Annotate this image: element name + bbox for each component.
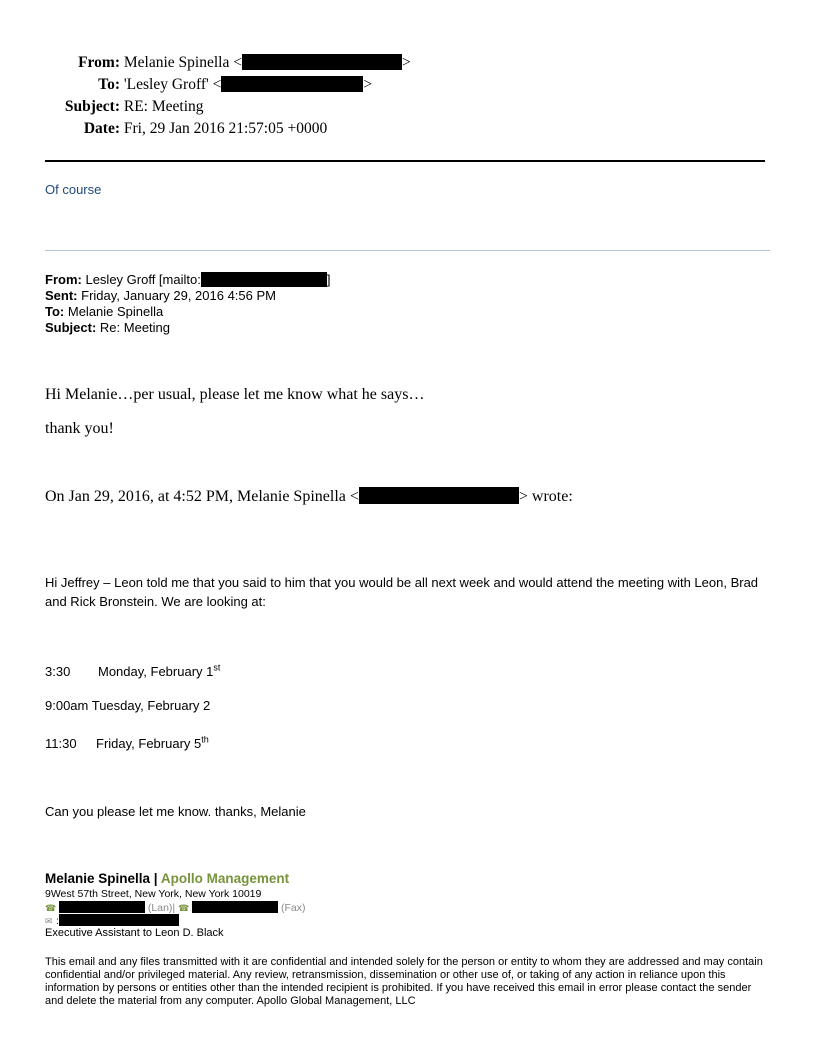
signature-fax-label: (Fax) — [281, 902, 306, 914]
header-from-row — [0, 53, 411, 73]
quoted-to-label: To: — [45, 304, 65, 319]
phone-icon: ☎ — [45, 903, 57, 913]
attribution-prefix: On Jan 29, 2016, at 4:52 PM, Melanie Spinella < — [45, 488, 359, 505]
header-to-value: 'Lesley Groff' < — [123, 76, 222, 93]
quoted-sent-value: Friday, January 29, 2016 4:56 PM — [81, 288, 276, 303]
envelope-icon: ✉ — [45, 916, 53, 926]
header-date-row — [0, 119, 327, 139]
lesley-message-line2: thank you! — [45, 420, 114, 437]
redacted-email — [201, 272, 327, 287]
quoted-from-label: From: — [45, 272, 82, 287]
header-date-label: Date: — [83, 120, 120, 137]
signature-separator: | — [150, 871, 161, 886]
quoted-subject-label: Subject: — [45, 320, 97, 335]
signature-title: Executive Assistant to Leon D. Black — [45, 927, 224, 939]
meeting-option-2: 9:00am Tuesday, February 2 — [45, 698, 211, 713]
melanie-message-intro: Hi Jeffrey – Leon told me that you said to him that you would be all next week and would attend the meeting with Leon, Brad and Rick Bronstein. We are looking at: — [45, 575, 759, 609]
reply-text: Of course — [45, 182, 102, 197]
header-subject-value: RE: Meeting — [123, 98, 204, 115]
header-from-close: > — [401, 54, 411, 71]
meeting-option-1 — [45, 662, 220, 681]
option-1-sup: st — [213, 662, 221, 673]
signature-address: 9West 57th Street, New York, New York 10019 — [45, 888, 262, 900]
signature-name-line — [45, 871, 289, 886]
header-subject-row — [0, 97, 204, 117]
signature-email-prefix: : — [56, 915, 59, 927]
attribution-suffix: > wrote: — [518, 488, 573, 505]
signature-company: Apollo Management — [160, 871, 290, 886]
header-from-label: From: — [78, 54, 120, 71]
attribution-line — [45, 487, 573, 506]
option-3-time: 11:30 — [45, 736, 77, 751]
melanie-message-closing: Can you please let me know. thanks, Melanie — [45, 804, 306, 819]
signature-name: Melanie Spinella — [45, 871, 151, 886]
quoted-sent-label: Sent: — [45, 288, 78, 303]
quoted-subject-row — [45, 320, 170, 336]
redacted-fax — [192, 901, 278, 913]
redacted-email — [359, 487, 519, 504]
meeting-option-3 — [45, 734, 209, 753]
option-3-day: Friday, February 5 — [96, 736, 202, 751]
signature-lan-label: (Lan)| — [147, 902, 176, 914]
quoted-from-row — [45, 272, 330, 288]
quoted-to-row — [45, 304, 163, 320]
quoted-subject-value: Re: Meeting — [99, 320, 171, 335]
redacted-email — [221, 76, 363, 92]
option-3-sup: th — [201, 734, 209, 745]
quoted-from-close: ] — [326, 272, 331, 287]
header-to-row — [0, 75, 372, 95]
option-1-day: Monday, February 1 — [98, 664, 214, 679]
confidentiality-disclaimer: This email and any files transmitted with it are confidential and intended solely for the person or entity to whom they are addressed and may contain confidential and/or privileged material. Any review, retransmission, dissemination or other use of, or taking of any action in reliance upon this information by persons or entities other than the intended recipient is prohibited. If you have received this email in error please contact the sender and delete the material from any computer. Apollo Global Management, LLC — [45, 956, 763, 1007]
header-date-value: Fri, 29 Jan 2016 21:57:05 +0000 — [123, 120, 328, 137]
quoted-sent-row — [45, 288, 276, 304]
signature-email-row — [45, 914, 179, 928]
quoted-from-value: Lesley Groff [mailto: — [85, 272, 201, 287]
header-to-label: To: — [98, 76, 120, 93]
header-subject-label: Subject: — [64, 98, 120, 115]
option-1-time: 3:30 — [45, 664, 71, 679]
header-divider — [45, 160, 765, 162]
redacted-email — [242, 54, 402, 70]
quote-divider — [45, 250, 770, 251]
fax-icon: ☎ — [178, 903, 190, 913]
signature-phone-row — [45, 901, 306, 915]
lesley-message-line1: Hi Melanie…per usual, please let me know what he says… — [45, 386, 425, 403]
quoted-to-value: Melanie Spinella — [67, 304, 164, 319]
header-to-close: > — [363, 76, 373, 93]
header-from-value: Melanie Spinella < — [123, 54, 242, 71]
redacted-email — [59, 914, 179, 926]
redacted-phone — [59, 901, 145, 913]
